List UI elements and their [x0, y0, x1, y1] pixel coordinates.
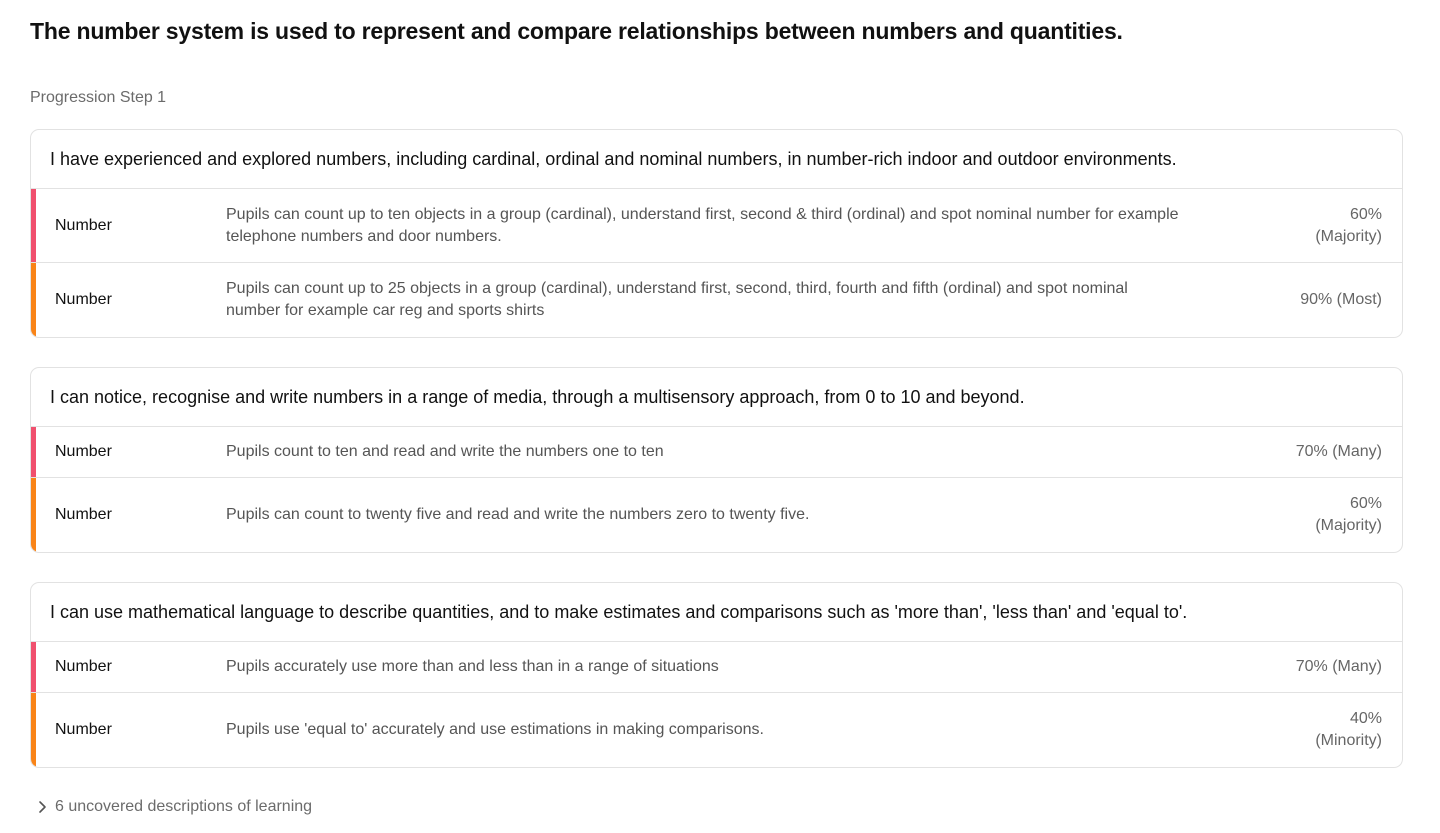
percent-label: (Majority)	[1315, 517, 1382, 534]
status-bar	[31, 693, 36, 767]
learning-card	[30, 367, 1403, 553]
status-bar	[31, 189, 36, 262]
percent-value: 60%	[1349, 205, 1382, 223]
percent-value: 60%	[1349, 495, 1382, 512]
row-description: Pupils count to ten and read and write the numbers one to ten	[226, 443, 664, 460]
percent-label: (Majority)	[1315, 227, 1382, 245]
row-percent	[1242, 204, 1402, 248]
row-description: Pupils can count up to ten objects in a group (cardinal), understand first, second & third (ordinal) and spot nominal number for example telephone numbers and door numbers.	[226, 205, 1179, 245]
percent-label: (Many)	[1332, 658, 1382, 675]
row-category: Number	[55, 443, 112, 460]
learning-card	[30, 582, 1403, 768]
row-category: Number	[55, 658, 112, 675]
status-bar	[31, 478, 36, 552]
row-category: Number	[55, 291, 112, 308]
percent-value: 40%	[1349, 710, 1382, 727]
status-bar	[31, 427, 36, 477]
percent-value: 70%	[1295, 443, 1328, 460]
percent-value: 70%	[1295, 658, 1328, 675]
row-description: Pupils can count to twenty five and read and write the numbers zero to twenty five.	[226, 506, 810, 523]
row-percent	[1242, 493, 1402, 537]
card-header: I can use mathematical language to describe quantities, and to make estimates and comparisons such as 'more than', 'less than' and 'equal to'.	[31, 583, 1402, 642]
percent-value: 90%	[1300, 291, 1333, 308]
row-description: Pupils can count up to 25 objects in a group (cardinal), understand first, second, third, fourth and fifth (ordinal) and spot nominal number for example car reg and sports shirts	[226, 280, 1128, 319]
learning-cards	[30, 129, 1403, 797]
table-row[interactable]	[31, 693, 1402, 767]
row-category: Number	[55, 721, 112, 738]
row-percent	[1242, 708, 1402, 752]
row-category: Number	[55, 216, 112, 234]
table-row[interactable]	[31, 263, 1402, 337]
row-percent	[1242, 656, 1402, 678]
table-row[interactable]	[31, 427, 1402, 478]
chevron-right-icon	[32, 797, 52, 817]
row-percent	[1242, 289, 1402, 311]
row-percent	[1242, 441, 1402, 463]
card-header: I can notice, recognise and write numbers in a range of media, through a multisensory approach, from 0 to 10 and beyond.	[31, 368, 1402, 427]
row-description: Pupils use 'equal to' accurately and use estimations in making comparisons.	[226, 721, 764, 738]
percent-label: (Most)	[1336, 291, 1382, 308]
percent-label: (Minority)	[1315, 732, 1382, 749]
card-header: I have experienced and explored numbers, including cardinal, ordinal and nominal numbers, in number-rich indoor and outdoor environments.	[31, 130, 1402, 189]
row-description: Pupils accurately use more than and less than in a range of situations	[226, 658, 719, 675]
table-row[interactable]	[31, 642, 1402, 693]
status-bar	[31, 263, 36, 337]
table-row[interactable]	[31, 478, 1402, 552]
percent-label: (Many)	[1332, 443, 1382, 460]
page-title: The number system is used to represent and compare relationships between numbers and quantities.	[30, 18, 1123, 44]
uncovered-label: 6 uncovered descriptions of learning	[55, 798, 313, 815]
row-category: Number	[55, 506, 112, 523]
learning-card	[30, 129, 1403, 338]
uncovered-descriptions-toggle[interactable]	[32, 797, 312, 817]
table-row[interactable]	[31, 189, 1402, 263]
status-bar	[31, 642, 36, 692]
progression-step-label: Progression Step 1	[30, 89, 167, 106]
